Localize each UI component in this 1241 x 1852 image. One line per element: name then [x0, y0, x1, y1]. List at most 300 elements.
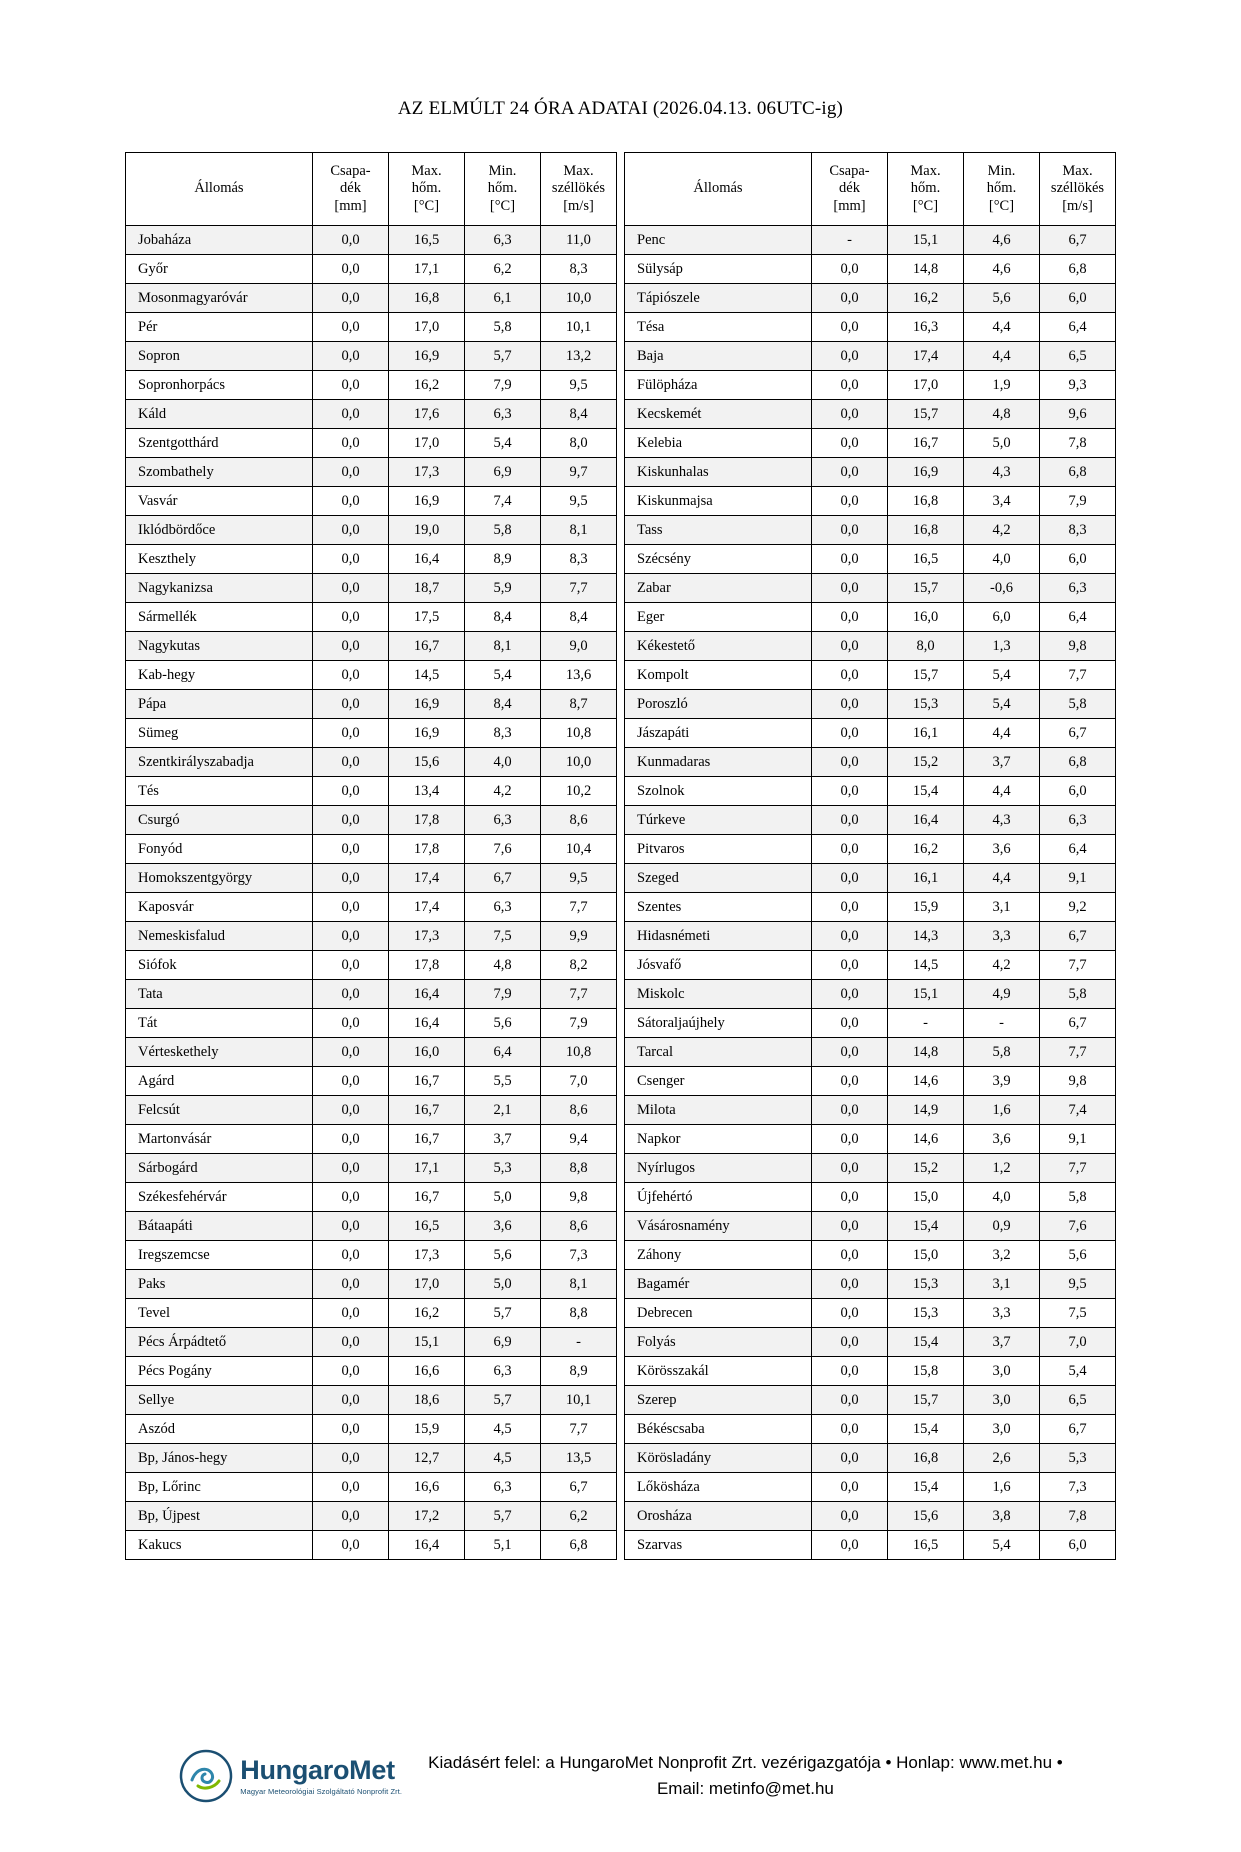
cell-tmax: 16,1	[888, 864, 964, 893]
table-row	[625, 1009, 1116, 1038]
logo-icon	[178, 1748, 234, 1804]
cell-tmin: 4,4	[964, 719, 1040, 748]
cell-tmin: 6,3	[465, 400, 541, 429]
cell-tmax: 17,4	[389, 893, 465, 922]
cell-tmin: 5,7	[465, 1299, 541, 1328]
cell-precipitation: 0,0	[812, 487, 888, 516]
document-page	[0, 98, 1241, 1852]
table-row	[126, 313, 617, 342]
cell-tmax: 15,8	[888, 1357, 964, 1386]
cell-gust: 7,9	[1040, 487, 1116, 516]
cell-station: Sülysáp	[625, 255, 812, 284]
cell-gust: 6,0	[1040, 284, 1116, 313]
cell-precipitation: 0,0	[313, 487, 389, 516]
table-row	[625, 1299, 1116, 1328]
cell-tmax: 17,8	[389, 951, 465, 980]
cell-tmin: 3,2	[964, 1241, 1040, 1270]
cell-station: Homokszentgyörgy	[126, 864, 313, 893]
table-row	[625, 1415, 1116, 1444]
cell-tmin: 4,6	[964, 255, 1040, 284]
table-row	[625, 980, 1116, 1009]
cell-tmax: 15,7	[888, 400, 964, 429]
cell-station: Jósvafő	[625, 951, 812, 980]
cell-tmax: 15,7	[888, 661, 964, 690]
cell-tmax: 15,2	[888, 1154, 964, 1183]
cell-tmax: 15,1	[389, 1328, 465, 1357]
table-row	[126, 690, 617, 719]
cell-precipitation: 0,0	[313, 1299, 389, 1328]
cell-tmin: 8,4	[465, 690, 541, 719]
cell-station: Szolnok	[625, 777, 812, 806]
cell-tmax: 14,9	[888, 1096, 964, 1125]
footer-line-2: Email: metinfo@met.hu	[656, 1779, 834, 1798]
cell-tmax: 17,0	[389, 1270, 465, 1299]
cell-tmin: 3,9	[964, 1067, 1040, 1096]
cell-gust: 10,2	[541, 777, 617, 806]
cell-tmin: 5,8	[964, 1038, 1040, 1067]
table-row	[126, 1473, 617, 1502]
cell-precipitation: 0,0	[812, 1415, 888, 1444]
table-row	[126, 748, 617, 777]
cell-tmin: 8,9	[465, 545, 541, 574]
cell-gust: 7,5	[1040, 1299, 1116, 1328]
cell-station: Nagykutas	[126, 632, 313, 661]
cell-tmin: 4,4	[964, 313, 1040, 342]
cell-tmax: 16,4	[389, 1531, 465, 1560]
cell-station: Iklódbördőce	[126, 516, 313, 545]
cell-gust: 9,9	[541, 922, 617, 951]
cell-tmax: 15,6	[389, 748, 465, 777]
cell-station: Aszód	[126, 1415, 313, 1444]
cell-tmin: 6,3	[465, 226, 541, 255]
cell-precipitation: 0,0	[812, 893, 888, 922]
cell-tmin: 3,4	[964, 487, 1040, 516]
cell-precipitation: 0,0	[812, 342, 888, 371]
table-row	[625, 1444, 1116, 1473]
cell-precipitation: 0,0	[313, 835, 389, 864]
cell-tmin: 5,1	[465, 1531, 541, 1560]
cell-station: Siófok	[126, 951, 313, 980]
table-row	[625, 400, 1116, 429]
cell-tmin: 1,2	[964, 1154, 1040, 1183]
cell-gust: 7,7	[1040, 1154, 1116, 1183]
cell-gust: 10,1	[541, 313, 617, 342]
cell-tmin: 3,6	[964, 835, 1040, 864]
table-row	[126, 1357, 617, 1386]
cell-tmax: 16,7	[389, 632, 465, 661]
cell-tmax: 18,6	[389, 1386, 465, 1415]
cell-precipitation: 0,0	[812, 1444, 888, 1473]
cell-gust: 7,7	[1040, 951, 1116, 980]
table-row	[126, 1444, 617, 1473]
cell-precipitation: 0,0	[812, 719, 888, 748]
cell-tmin: 5,0	[964, 429, 1040, 458]
cell-station: Paks	[126, 1270, 313, 1299]
cell-gust: 6,3	[1040, 806, 1116, 835]
cell-gust: 6,5	[1040, 342, 1116, 371]
cell-station: Káld	[126, 400, 313, 429]
cell-station: Pér	[126, 313, 313, 342]
cell-tmin: 5,4	[465, 429, 541, 458]
cell-tmax: 15,9	[389, 1415, 465, 1444]
cell-gust: 7,7	[541, 980, 617, 1009]
page-title: AZ ELMÚLT 24 ÓRA ADATAI (2026.04.13. 06UTC-ig)	[397, 98, 844, 119]
cell-gust: 7,8	[1040, 429, 1116, 458]
cell-tmin: 6,2	[465, 255, 541, 284]
table-body-left	[126, 226, 617, 1560]
cell-tmax: 16,6	[389, 1473, 465, 1502]
cell-gust: 6,7	[1040, 1415, 1116, 1444]
cell-gust: 5,8	[1040, 1183, 1116, 1212]
cell-station: Kiskunhalas	[625, 458, 812, 487]
cell-precipitation: 0,0	[313, 777, 389, 806]
cell-tmax: 14,6	[888, 1067, 964, 1096]
table-row	[625, 1473, 1116, 1502]
table-row	[625, 371, 1116, 400]
cell-tmax: 16,9	[389, 342, 465, 371]
table-row	[126, 1270, 617, 1299]
cell-station: Kompolt	[625, 661, 812, 690]
cell-tmax: 14,5	[389, 661, 465, 690]
cell-tmax: 17,2	[389, 1502, 465, 1531]
cell-tmin: 7,9	[465, 980, 541, 1009]
cell-precipitation: 0,0	[313, 313, 389, 342]
column-header-station: Állomás	[126, 153, 313, 226]
cell-precipitation: 0,0	[313, 545, 389, 574]
cell-gust: 10,0	[541, 748, 617, 777]
table-row	[625, 342, 1116, 371]
cell-tmax: 15,3	[888, 1299, 964, 1328]
cell-station: Békéscsaba	[625, 1415, 812, 1444]
table-row	[126, 1125, 617, 1154]
cell-gust: 6,5	[1040, 1386, 1116, 1415]
cell-tmin: 4,2	[964, 516, 1040, 545]
cell-station: Sümeg	[126, 719, 313, 748]
table-row	[625, 893, 1116, 922]
cell-precipitation: 0,0	[812, 1502, 888, 1531]
cell-gust: 9,5	[541, 864, 617, 893]
cell-tmin: 3,1	[964, 893, 1040, 922]
cell-tmin: 3,1	[964, 1270, 1040, 1299]
cell-precipitation: 0,0	[313, 748, 389, 777]
cell-tmax: 17,4	[389, 864, 465, 893]
cell-tmax: 15,4	[888, 1328, 964, 1357]
cell-gust: 6,7	[541, 1473, 617, 1502]
cell-tmin: 6,9	[465, 1328, 541, 1357]
column-header-tmax: Max. hőm. [°C]	[888, 153, 964, 226]
cell-tmax: 16,2	[888, 284, 964, 313]
table-row	[625, 1183, 1116, 1212]
table-row	[625, 690, 1116, 719]
cell-tmin: 5,9	[465, 574, 541, 603]
cell-tmin: 5,0	[465, 1270, 541, 1299]
cell-tmin: 6,7	[465, 864, 541, 893]
cell-station: Szarvas	[625, 1531, 812, 1560]
cell-tmin: 3,6	[964, 1125, 1040, 1154]
cell-station: Pápa	[126, 690, 313, 719]
cell-station: Tésa	[625, 313, 812, 342]
cell-station: Csenger	[625, 1067, 812, 1096]
cell-tmin: -	[964, 1009, 1040, 1038]
cell-precipitation: 0,0	[812, 1473, 888, 1502]
cell-tmin: 5,6	[465, 1009, 541, 1038]
cell-tmax: 16,0	[389, 1038, 465, 1067]
cell-tmax: 16,5	[888, 545, 964, 574]
footer-line-1: Kiadásért felel: a HungaroMet Nonprofit Zrt. vezérigazgatója • Honlap: www.met.hu •	[428, 1752, 1063, 1772]
column-header-gust: Max. széllökés [m/s]	[541, 153, 617, 226]
cell-gust: 7,4	[1040, 1096, 1116, 1125]
cell-gust: 9,5	[1040, 1270, 1116, 1299]
cell-station: Eger	[625, 603, 812, 632]
cell-station: Tevel	[126, 1299, 313, 1328]
cell-tmax: 17,1	[389, 255, 465, 284]
cell-station: Szentgotthárd	[126, 429, 313, 458]
cell-tmin: 6,4	[465, 1038, 541, 1067]
table-row	[126, 1415, 617, 1444]
cell-tmin: 2,1	[465, 1096, 541, 1125]
weather-table-left	[125, 152, 617, 1560]
cell-tmin: 5,8	[465, 313, 541, 342]
cell-tmax: 16,8	[888, 487, 964, 516]
cell-gust: 5,8	[1040, 690, 1116, 719]
cell-gust: 7,3	[541, 1241, 617, 1270]
cell-gust: 7,7	[541, 1415, 617, 1444]
cell-station: Kiskunmajsa	[625, 487, 812, 516]
cell-station: Baja	[625, 342, 812, 371]
cell-precipitation: 0,0	[313, 632, 389, 661]
cell-tmin: 6,9	[465, 458, 541, 487]
cell-tmin: 4,3	[964, 806, 1040, 835]
cell-station: Lőkösháza	[625, 1473, 812, 1502]
cell-station: Bp, Újpest	[126, 1502, 313, 1531]
cell-station: Körösszakál	[625, 1357, 812, 1386]
cell-tmin: 7,6	[465, 835, 541, 864]
table-row	[126, 922, 617, 951]
cell-precipitation: 0,0	[313, 400, 389, 429]
table-row	[126, 951, 617, 980]
cell-tmax: 17,0	[389, 429, 465, 458]
cell-tmax: 16,5	[888, 1531, 964, 1560]
column-header-tmax: Max. hőm. [°C]	[389, 153, 465, 226]
cell-station: Orosháza	[625, 1502, 812, 1531]
cell-precipitation: 0,0	[812, 1212, 888, 1241]
cell-gust: 8,3	[541, 255, 617, 284]
cell-gust: 9,3	[1040, 371, 1116, 400]
cell-precipitation: 0,0	[812, 777, 888, 806]
cell-station: Fonyód	[126, 835, 313, 864]
cell-precipitation: 0,0	[313, 1212, 389, 1241]
cell-precipitation: 0,0	[812, 429, 888, 458]
table-row	[126, 1328, 617, 1357]
cell-tmin: 7,4	[465, 487, 541, 516]
cell-gust: 8,2	[541, 951, 617, 980]
logo-text-block	[240, 1754, 403, 1796]
cell-station: Túrkeve	[625, 806, 812, 835]
cell-tmax: 16,4	[389, 1009, 465, 1038]
cell-gust: 6,8	[1040, 748, 1116, 777]
table-row	[625, 458, 1116, 487]
cell-tmax: 16,9	[389, 690, 465, 719]
cell-tmax: 16,5	[389, 1212, 465, 1241]
hungaromet-logo	[178, 1748, 402, 1804]
table-row	[126, 632, 617, 661]
table-row	[625, 1038, 1116, 1067]
cell-precipitation: 0,0	[313, 980, 389, 1009]
cell-tmax: 16,0	[888, 603, 964, 632]
cell-tmax: 16,8	[888, 1444, 964, 1473]
table-row	[625, 777, 1116, 806]
cell-gust: 6,0	[1040, 777, 1116, 806]
cell-gust: 9,0	[541, 632, 617, 661]
cell-precipitation: 0,0	[313, 342, 389, 371]
table-row	[625, 545, 1116, 574]
cell-station: Jászapáti	[625, 719, 812, 748]
cell-precipitation: 0,0	[812, 1299, 888, 1328]
cell-gust: 8,8	[541, 1299, 617, 1328]
cell-precipitation: 0,0	[313, 1183, 389, 1212]
cell-gust: 10,1	[541, 1386, 617, 1415]
cell-station: Sármellék	[126, 603, 313, 632]
cell-gust: 9,5	[541, 487, 617, 516]
cell-tmax: -	[888, 1009, 964, 1038]
cell-gust: 8,3	[541, 545, 617, 574]
cell-station: Hidasnémeti	[625, 922, 812, 951]
cell-station: Csurgó	[126, 806, 313, 835]
cell-precipitation: 0,0	[313, 806, 389, 835]
cell-precipitation: 0,0	[313, 719, 389, 748]
cell-tmin: 6,3	[465, 1357, 541, 1386]
table-row	[126, 400, 617, 429]
cell-precipitation: 0,0	[812, 1357, 888, 1386]
cell-precipitation: 0,0	[812, 1386, 888, 1415]
cell-tmin: 1,6	[964, 1096, 1040, 1125]
cell-station: Vasvár	[126, 487, 313, 516]
cell-precipitation: 0,0	[812, 371, 888, 400]
cell-station: Kakucs	[126, 1531, 313, 1560]
table-row	[625, 661, 1116, 690]
weather-table-right	[624, 152, 1116, 1560]
cell-gust: 8,3	[1040, 516, 1116, 545]
table-row	[625, 632, 1116, 661]
cell-precipitation: 0,0	[812, 545, 888, 574]
cell-precipitation: 0,0	[812, 1067, 888, 1096]
cell-precipitation: 0,0	[313, 1473, 389, 1502]
table-row	[625, 922, 1116, 951]
cell-tmax: 19,0	[389, 516, 465, 545]
cell-station: Miskolc	[625, 980, 812, 1009]
cell-station: Nyírlugos	[625, 1154, 812, 1183]
cell-precipitation: 0,0	[313, 1038, 389, 1067]
cell-tmax: 16,9	[888, 458, 964, 487]
cell-tmin: 6,3	[465, 1473, 541, 1502]
cell-station: Kab-hegy	[126, 661, 313, 690]
cell-station: Tápiószele	[625, 284, 812, 313]
cell-gust: 7,0	[541, 1067, 617, 1096]
table-row	[126, 1009, 617, 1038]
cell-tmin: 5,7	[465, 1502, 541, 1531]
cell-precipitation: 0,0	[313, 574, 389, 603]
cell-tmin: 3,7	[964, 748, 1040, 777]
table-row	[625, 1270, 1116, 1299]
cell-gust: 8,1	[541, 516, 617, 545]
cell-station: Agárd	[126, 1067, 313, 1096]
cell-tmin: 4,0	[964, 1183, 1040, 1212]
table-row	[126, 1067, 617, 1096]
table-row	[126, 429, 617, 458]
cell-gust: 6,8	[541, 1531, 617, 1560]
table-row	[625, 1212, 1116, 1241]
table-row	[625, 574, 1116, 603]
cell-gust: 9,8	[1040, 1067, 1116, 1096]
cell-gust: 10,0	[541, 284, 617, 313]
cell-gust: 9,8	[1040, 632, 1116, 661]
table-row	[126, 864, 617, 893]
cell-station: Martonvásár	[126, 1125, 313, 1154]
table-row	[126, 603, 617, 632]
cell-tmin: 6,1	[465, 284, 541, 313]
cell-precipitation: 0,0	[313, 226, 389, 255]
cell-station: Bagamér	[625, 1270, 812, 1299]
cell-gust: 7,7	[1040, 1038, 1116, 1067]
cell-gust: 8,9	[541, 1357, 617, 1386]
cell-gust: 6,8	[1040, 458, 1116, 487]
cell-tmin: 1,3	[964, 632, 1040, 661]
table-row	[625, 951, 1116, 980]
column-header-tmin: Min. hőm. [°C]	[964, 153, 1040, 226]
footer-contact-text	[428, 1750, 1063, 1803]
cell-tmin: 2,6	[964, 1444, 1040, 1473]
cell-station: Kunmadaras	[625, 748, 812, 777]
cell-tmin: 3,8	[964, 1502, 1040, 1531]
column-header-tmin: Min. hőm. [°C]	[465, 153, 541, 226]
cell-precipitation: 0,0	[812, 632, 888, 661]
cell-tmax: 15,7	[888, 574, 964, 603]
cell-station: Sellye	[126, 1386, 313, 1415]
cell-tmax: 15,4	[888, 1415, 964, 1444]
table-row	[126, 574, 617, 603]
cell-precipitation: 0,0	[812, 980, 888, 1009]
cell-gust: 6,0	[1040, 545, 1116, 574]
cell-gust: 6,4	[1040, 313, 1116, 342]
cell-precipitation: 0,0	[812, 1096, 888, 1125]
table-row	[126, 1299, 617, 1328]
cell-tmin: 4,5	[465, 1444, 541, 1473]
cell-tmin: 3,0	[964, 1386, 1040, 1415]
cell-precipitation: 0,0	[313, 429, 389, 458]
cell-tmax: 15,2	[888, 748, 964, 777]
cell-tmax: 17,8	[389, 835, 465, 864]
cell-gust: 7,7	[541, 893, 617, 922]
cell-tmin: 4,8	[465, 951, 541, 980]
cell-tmin: 5,8	[465, 516, 541, 545]
cell-gust: 5,3	[1040, 1444, 1116, 1473]
cell-tmax: 14,8	[888, 255, 964, 284]
cell-tmin: 5,4	[964, 690, 1040, 719]
cell-tmax: 15,7	[888, 1386, 964, 1415]
cell-gust: 8,7	[541, 690, 617, 719]
cell-station: Jobaháza	[126, 226, 313, 255]
cell-precipitation: 0,0	[313, 1096, 389, 1125]
cell-station: Debrecen	[625, 1299, 812, 1328]
cell-station: Szécsény	[625, 545, 812, 574]
column-header-precipitation: Csapa- dék [mm]	[313, 153, 389, 226]
cell-station: Szerep	[625, 1386, 812, 1415]
cell-tmin: 4,4	[964, 864, 1040, 893]
cell-precipitation: 0,0	[812, 922, 888, 951]
table-row	[126, 1531, 617, 1560]
table-row	[126, 777, 617, 806]
cell-gust: 9,2	[1040, 893, 1116, 922]
